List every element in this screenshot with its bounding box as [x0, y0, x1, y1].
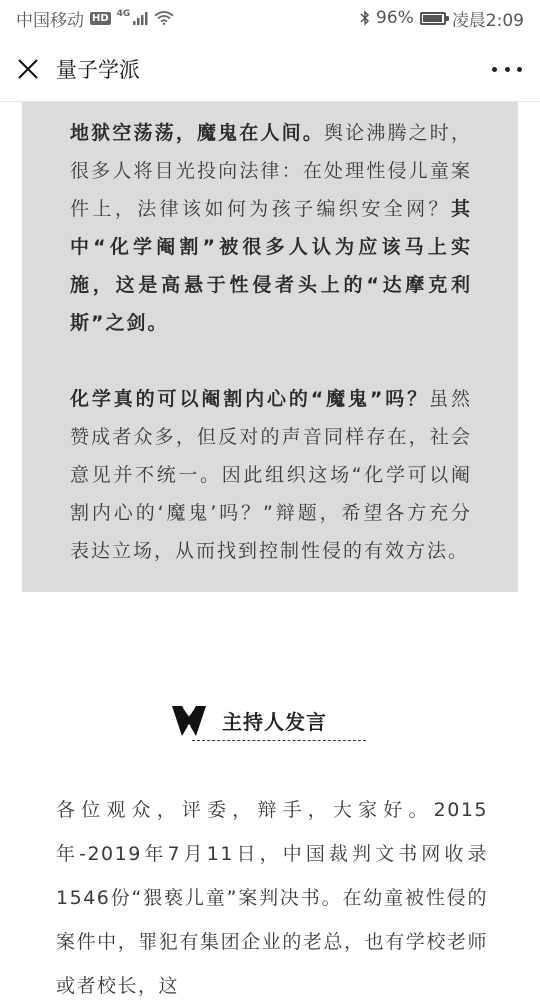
intro-quote-box	[22, 102, 518, 592]
p1-segment-2: 其中“化学阉割”被很多人认为应该马上实施，这是高悬于性侵者头上的“达摩克利斯”之剑。	[70, 198, 472, 334]
hd-badge: HD	[92, 12, 109, 24]
p2-segment-1: 虽然赞成者众多，但反对的声音同样存在，社会意见并不统一。因此组织这场“化学可以阉割内心的‘魔鬼’吗？”辩题，希望各方充分表达立场，从而找到控制性侵的有效方法。	[70, 388, 472, 562]
battery-icon	[420, 12, 446, 25]
status-bar	[0, 0, 540, 36]
section-underline	[192, 740, 366, 741]
more-dot-icon	[505, 67, 510, 72]
host-speech-text: 各位观众，评委，辩手，大家好。2015年-2019年7月11日，中国裁判文书网收录1546份“猥亵儿童”案判决书。在幼童被性侵的案件中，罪犯有集团企业的老总，也有学校老师或者校长，这	[56, 799, 488, 997]
wifi-icon	[154, 11, 174, 25]
more-menu-button[interactable]	[492, 58, 522, 80]
network-type: 4G	[116, 8, 131, 19]
more-dot-icon	[492, 67, 497, 72]
section-header	[170, 700, 370, 746]
p2-segment-0: 化学真的可以阉割内心的“魔鬼”吗？	[70, 388, 430, 410]
section-title: 主持人发言	[222, 710, 327, 734]
intro-paragraph-2	[70, 380, 472, 570]
clock-time: 凌晨2:09	[451, 10, 524, 31]
signal-icon	[132, 11, 148, 25]
battery-fill	[423, 15, 442, 22]
bluetooth-icon	[360, 10, 370, 26]
more-dot-icon	[517, 67, 522, 72]
close-button[interactable]	[0, 36, 56, 102]
close-icon	[17, 58, 39, 80]
nav-bar	[0, 36, 540, 102]
page-title: 量子学派	[56, 57, 140, 82]
p1-segment-0: 地狱空荡荡，魔鬼在人间。	[70, 122, 324, 144]
status-bar-left	[16, 6, 174, 31]
p1-segment-1: 舆论沸腾之时，很多人将目光投向法律：在处理性侵儿童案件上，法律该如何为孩子编织安全网？	[70, 122, 472, 220]
intro-paragraph-1	[70, 114, 472, 342]
tuxedo-icon	[170, 702, 208, 740]
carrier-name: 中国移动	[16, 10, 84, 31]
battery-percent: 96%	[376, 8, 414, 28]
status-bar-right	[360, 6, 524, 31]
